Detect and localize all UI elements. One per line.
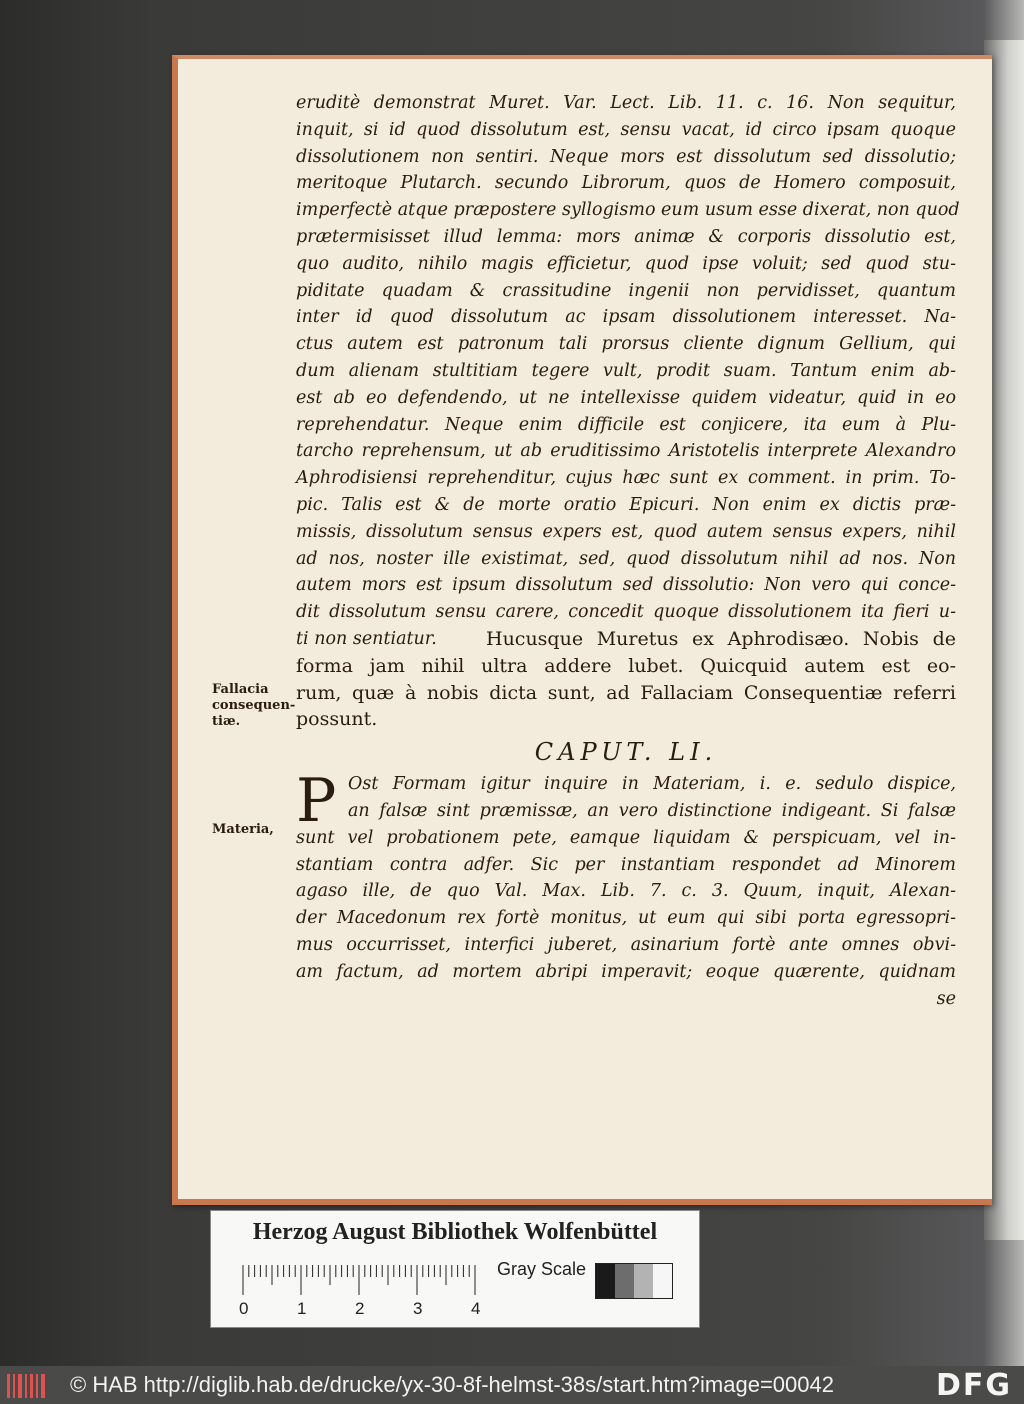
text-line: tarcho reprehensum, ut ab eruditissimo Aristotelis interprete Alexandro [296, 441, 956, 462]
ruler-number: 2 [355, 1299, 365, 1318]
text-line: est ab eo defendendo, ut ne intellexisse quidem videatur, quid in eo [296, 387, 956, 408]
source-url-text: © HAB http://diglib.hab.de/drucke/yx-30-8f-helmst-38s/start.htm?image=00042 [70, 1372, 834, 1397]
text-line: Ost Formam igitur inquire in Materiam, i. e. sedulo dispice, [348, 774, 956, 795]
margin-note-line: tiæ. [212, 714, 241, 729]
gray-swatch [653, 1264, 672, 1298]
barcode-icon [6, 1372, 50, 1400]
text-line: autem mors est ipsum dissolutum sed dissolutio: Non vero qui conce- [296, 575, 956, 596]
text-line: dum alienam stultitiam tegere vult, prodit suam. Tantum enim ab- [296, 360, 956, 381]
text-line: imperfectè atque præpostere syllogismo eum usum esse dixerat, non quod [296, 200, 960, 221]
text-line: Hucusque Muretus ex Aphrodisæo. Nobis de [486, 628, 956, 650]
gray-swatch [596, 1264, 615, 1298]
text-line: ad nos, noster ille existimat, sed, quod dissolutum nihil ad nos. Non [296, 548, 956, 569]
reference-card [210, 1210, 700, 1328]
bottom-info-bar [0, 1366, 1024, 1404]
text-line: pic. Talis est & de morte oratio Epicuri. Non enim ex dictis præ- [296, 494, 956, 515]
text-line: missis, dissolutum sensus expers est, quod autem sensus expers, nihil [296, 521, 956, 542]
chapter-opening [296, 766, 956, 985]
text-line: ctus autem est patronum tali prorsus cliente dignum Gellium, qui [296, 334, 956, 355]
text-line: piditate quadam & crassitudine ingenii non pervidisset, quantum [296, 280, 956, 301]
text-line: prætermisisset illud lemma: mors animæ & corporis dissolutio est, [296, 226, 956, 247]
drop-cap-letter: P [296, 766, 337, 837]
text-line: am factum, ad mortem abripi imperavit; eoque quærente, quidnam [296, 961, 956, 982]
text-line: eruditè demonstrat Muret. Var. Lect. Lib. 11. c. 16. Non sequitur, [296, 93, 956, 113]
text-line: agaso ille, de quo Val. Max. Lib. 7. c. 3. Quum, inquit, Alexan- [296, 881, 956, 902]
gray-scale-label: Gray Scale [497, 1259, 587, 1279]
text-line: forma jam nihil ultra addere lubet. Quicquid autem est eo- [296, 654, 956, 677]
text-line: ti non sentiatur. [296, 628, 437, 649]
text-line: dit dissolutum sensu carere, concedit quoque dissolutionem ita fieri u- [296, 602, 956, 623]
text-line: reprehendatur. Neque enim difficile est conjicere, ita eum à Plu- [296, 414, 956, 435]
gray-swatch [634, 1264, 653, 1298]
text-line: sunt vel probationem pete, eamque liquidam & perspicuam, vel in- [296, 827, 956, 848]
text-line: mus occurrisset, interfici juberet, asinarium fortè ante omnes obvi- [296, 934, 956, 955]
ruler-number: 1 [297, 1299, 307, 1318]
text-line: inquit, si id quod dissolutum est, sensu vacat, id circo ipsam quoque [296, 119, 956, 140]
text-line: rum, quæ à nobis dicta sunt, ad Fallaciam Consequentiæ referri [296, 681, 956, 704]
ruler-numbers [233, 1299, 533, 1321]
text-line: stantiam contra adfer. Sic per instantiam respondet ad Minorem [296, 854, 956, 875]
margin-note-materia: Materia, [212, 822, 274, 837]
margin-note-line: Fallacia [212, 682, 269, 697]
ruler-number: 3 [413, 1299, 423, 1318]
margin-note-line: consequen- [212, 698, 296, 713]
gray-swatch [615, 1264, 634, 1298]
text-line: Aphrodisiensi reprehenditur, cujus hæc sunt ex comment. in prim. To- [296, 468, 956, 489]
text-line: dissolutionem non sentiri. Neque mors est dissolutum sed dissolutio; [296, 146, 956, 167]
chapter-heading: CAPUT. LI. [534, 738, 718, 767]
gray-scale-swatches [595, 1263, 673, 1299]
text-line: quo audito, nihilo magis efficietur, quod ipse voluit; sed quod stu- [296, 253, 956, 274]
catchword: se [936, 988, 956, 1009]
text-line: meritoque Plutarch. secundo Librorum, quos de Homero composuit, [296, 173, 956, 194]
centimeter-ruler [241, 1263, 481, 1299]
page-text [296, 90, 960, 1012]
ruler-number: 4 [471, 1299, 481, 1318]
text-line: possunt. [296, 708, 378, 731]
text-line: an falsæ sint præmissæ, an vero distinctione indigeant. Si falsæ [348, 800, 956, 821]
margin-note-fallacia [212, 682, 295, 730]
library-title: Herzog August Bibliothek Wolfenbüttel [252, 1219, 658, 1245]
text-line: inter id quod dissolutum ac ipsam dissolutionem interesset. Na- [296, 307, 956, 328]
text-line: der Macedonum rex fortè monitus, ut eum qui sibi porta egressopri- [296, 908, 956, 929]
dfg-logo: DFG [936, 1368, 1013, 1403]
ruler-number: 0 [239, 1299, 249, 1318]
